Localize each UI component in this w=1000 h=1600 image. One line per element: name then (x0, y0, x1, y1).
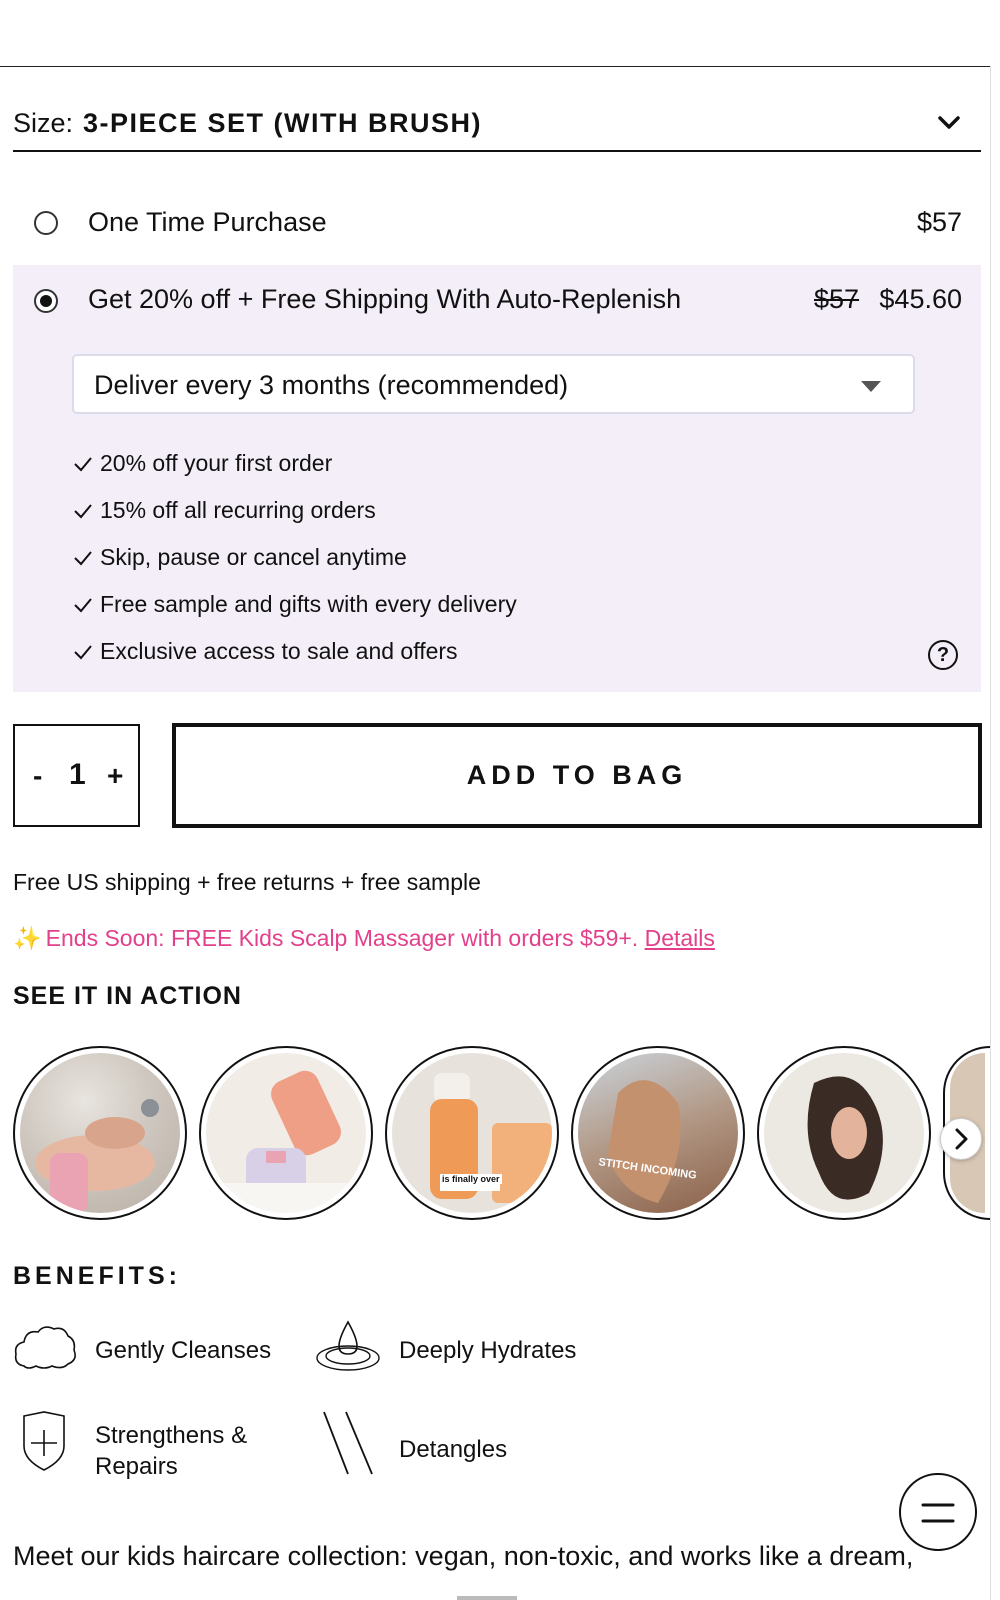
video-thumbnail[interactable] (757, 1046, 931, 1220)
promo-banner (13, 925, 715, 952)
promo-details-link[interactable]: Details (644, 925, 715, 951)
viewport-edge (990, 66, 991, 1600)
benefit-strengthens-line2: Repairs (95, 1453, 178, 1480)
one-time-price: $57 (916, 207, 962, 237)
original-price: $57 (814, 284, 860, 314)
add-to-bag-button[interactable]: ADD TO BAG (172, 723, 982, 828)
menu-icon (901, 1475, 975, 1549)
floating-menu-button[interactable] (899, 1473, 977, 1551)
see-it-in-action-heading: SEE IT IN ACTION (13, 982, 242, 1010)
video-thumbnail-art (206, 1053, 366, 1213)
dropdown-caret-icon (861, 381, 881, 392)
video-thumbnail[interactable] (199, 1046, 373, 1220)
checkmark-icon (72, 453, 94, 475)
water-drop-icon (315, 1318, 381, 1374)
video-thumbnail-art (20, 1053, 180, 1213)
one-time-radio[interactable] (34, 211, 58, 235)
video-thumbnail-art (392, 1053, 552, 1213)
delivery-frequency-select[interactable] (72, 354, 915, 414)
subscription-benefit-text: 20% off your first order (100, 450, 333, 476)
benefit-strengthens-line1: Strengthens & (95, 1422, 248, 1449)
size-label: Size: (13, 108, 74, 138)
shield-plus-icon (20, 1410, 68, 1472)
size-selector[interactable] (13, 104, 981, 152)
video-thumbnail[interactable] (385, 1046, 559, 1220)
benefits-heading: BENEFITS: (13, 1262, 181, 1290)
subscription-benefit-text: Skip, pause or cancel anytime (100, 544, 407, 570)
one-time-label[interactable]: One Time Purchase (88, 207, 327, 237)
video-caption: is finally over (442, 1174, 500, 1184)
benefit-detangles: Detangles (399, 1436, 508, 1463)
size-value: 3-PIECE SET (WITH BRUSH) (83, 108, 483, 138)
benefit-deeply-hydrates: Deeply Hydrates (399, 1337, 577, 1364)
subscription-benefit (72, 497, 376, 524)
video-thumbnail-art (578, 1053, 738, 1213)
help-icon[interactable]: ? (928, 640, 958, 670)
video-thumbnail[interactable] (13, 1046, 187, 1220)
chevron-down-icon (935, 108, 963, 136)
quantity-value[interactable]: 1 (69, 758, 86, 791)
video-caption: STITCH INCOMING (597, 1156, 698, 1182)
video-thumbnail-art (764, 1053, 924, 1213)
checkmark-icon (72, 641, 94, 663)
subscription-benefit-text: Exclusive access to sale and offers (100, 638, 458, 664)
checkmark-icon (72, 500, 94, 522)
subscription-radio[interactable] (34, 289, 58, 313)
scroll-indicator (457, 1596, 517, 1600)
decrease-quantity-button[interactable]: - (33, 760, 43, 791)
header-divider (0, 66, 990, 67)
subscription-benefit (72, 638, 458, 665)
carousel-next-button[interactable] (940, 1118, 982, 1160)
subscription-price: $45.60 (879, 284, 962, 314)
subscription-benefit (72, 544, 407, 571)
cloud-icon (12, 1322, 78, 1372)
subscription-label[interactable]: Get 20% off + Free Shipping With Auto-Replenish (88, 284, 682, 314)
chevron-right-icon (941, 1119, 981, 1159)
quantity-stepper (13, 724, 140, 827)
video-thumbnail[interactable] (571, 1046, 745, 1220)
checkmark-icon (72, 547, 94, 569)
benefit-strengthens-repairs (95, 1420, 247, 1482)
shipping-note: Free US shipping + free returns + free sample (13, 869, 481, 895)
promo-text: Ends Soon: FREE Kids Scalp Massager with orders $59+. (45, 925, 639, 951)
delivery-frequency-value: Deliver every 3 months (recommended) (94, 370, 569, 400)
benefit-gently-cleanses: Gently Cleanses (95, 1337, 272, 1364)
increase-quantity-button[interactable]: + (107, 760, 124, 791)
subscription-benefit (72, 591, 517, 618)
sparkle-icon: ✨ (13, 925, 42, 951)
subscription-benefit-text: 15% off all recurring orders (100, 497, 376, 523)
subscription-benefit (72, 450, 332, 477)
subscription-option-panel (13, 265, 981, 692)
collection-description: Meet our kids haircare collection: vegan, non-toxic, and works like a dream, (13, 1541, 914, 1571)
checkmark-icon (72, 594, 94, 616)
subscription-benefit-text: Free sample and gifts with every delivery (100, 591, 517, 617)
comb-lines-icon (318, 1410, 378, 1476)
